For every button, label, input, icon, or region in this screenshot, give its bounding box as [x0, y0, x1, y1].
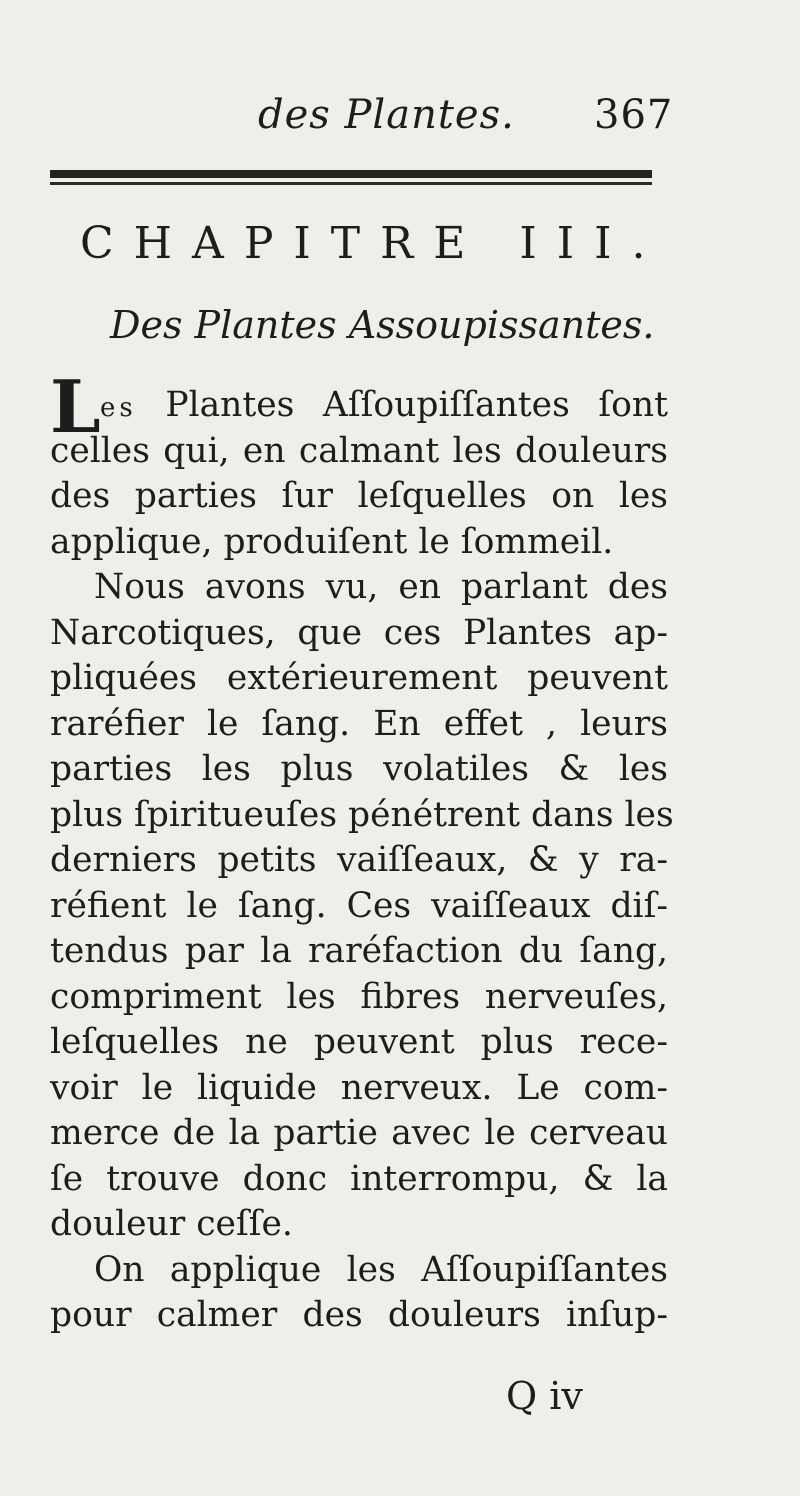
paragraph-2-line: raréfier le ſang. En effet , leurs	[50, 703, 668, 744]
running-title: des Plantes.	[258, 92, 515, 138]
paragraph-2-line: plus ſpiritueuſes pénétrent dans les	[50, 794, 674, 835]
paragraph-2-line: voir le liquide nerveux. Le com-	[50, 1067, 668, 1108]
paragraph-3-line: On applique les Aſſoupiſſantes	[94, 1249, 668, 1290]
paragraph-1-line: celles qui, en calmant les douleurs	[50, 430, 668, 471]
paragraph-2-line: ſe trouve donc interrompu, & la	[50, 1158, 668, 1199]
paragraph-1-line-1	[50, 364, 668, 449]
paragraph-2-line: pliquées extérieurement peuvent	[50, 658, 668, 698]
paragraph-1-line: des parties ſur leſquelles on les	[50, 476, 668, 516]
paragraph-2-line: Nous avons vu, en parlant des	[94, 567, 668, 607]
paragraph-2-line: merce de la partie avec le cerveau	[50, 1113, 668, 1153]
paragraph-2-line: leſquelles ne peuvent plus rece-	[50, 1022, 668, 1062]
first-line-text: Plantes Aſſoupiſſantes ſont	[136, 385, 668, 425]
paragraph-2-line: Narcotiques, que ces Plantes ap-	[50, 612, 668, 653]
header-rule-thin	[50, 182, 652, 185]
signature-mark: Q iv	[506, 1374, 583, 1418]
paragraph-2-line: douleur ceſſe.	[50, 1204, 293, 1244]
body-text	[50, 364, 674, 1339]
paragraph-2-line: compriment les fibres nerveuſes,	[50, 976, 668, 1017]
header-rule-thick	[50, 170, 652, 178]
paragraph-2-line: tendus par la raréfaction du ſang,	[50, 931, 668, 971]
chapter-subtitle: Des Plantes Assoupissantes.	[110, 303, 655, 347]
running-head	[0, 92, 800, 152]
paragraph-2-line: parties les plus volatiles & les	[50, 749, 668, 789]
chapter-title: CHAPITRE III.	[80, 218, 666, 269]
small-caps-text: es	[100, 393, 137, 423]
paragraph-2-line: réfient le ſang. Ces vaiſſeaux diſ-	[50, 885, 668, 926]
paragraph-1-line: applique, produiſent le ſommeil.	[50, 521, 614, 562]
page-number: 367	[594, 92, 674, 138]
paragraph-2-line: derniers petits vaiſſeaux, & y ra-	[50, 840, 668, 880]
paragraph-3-line: pour calmer des douleurs inſup-	[50, 1295, 668, 1335]
drop-cap: L	[50, 364, 101, 449]
